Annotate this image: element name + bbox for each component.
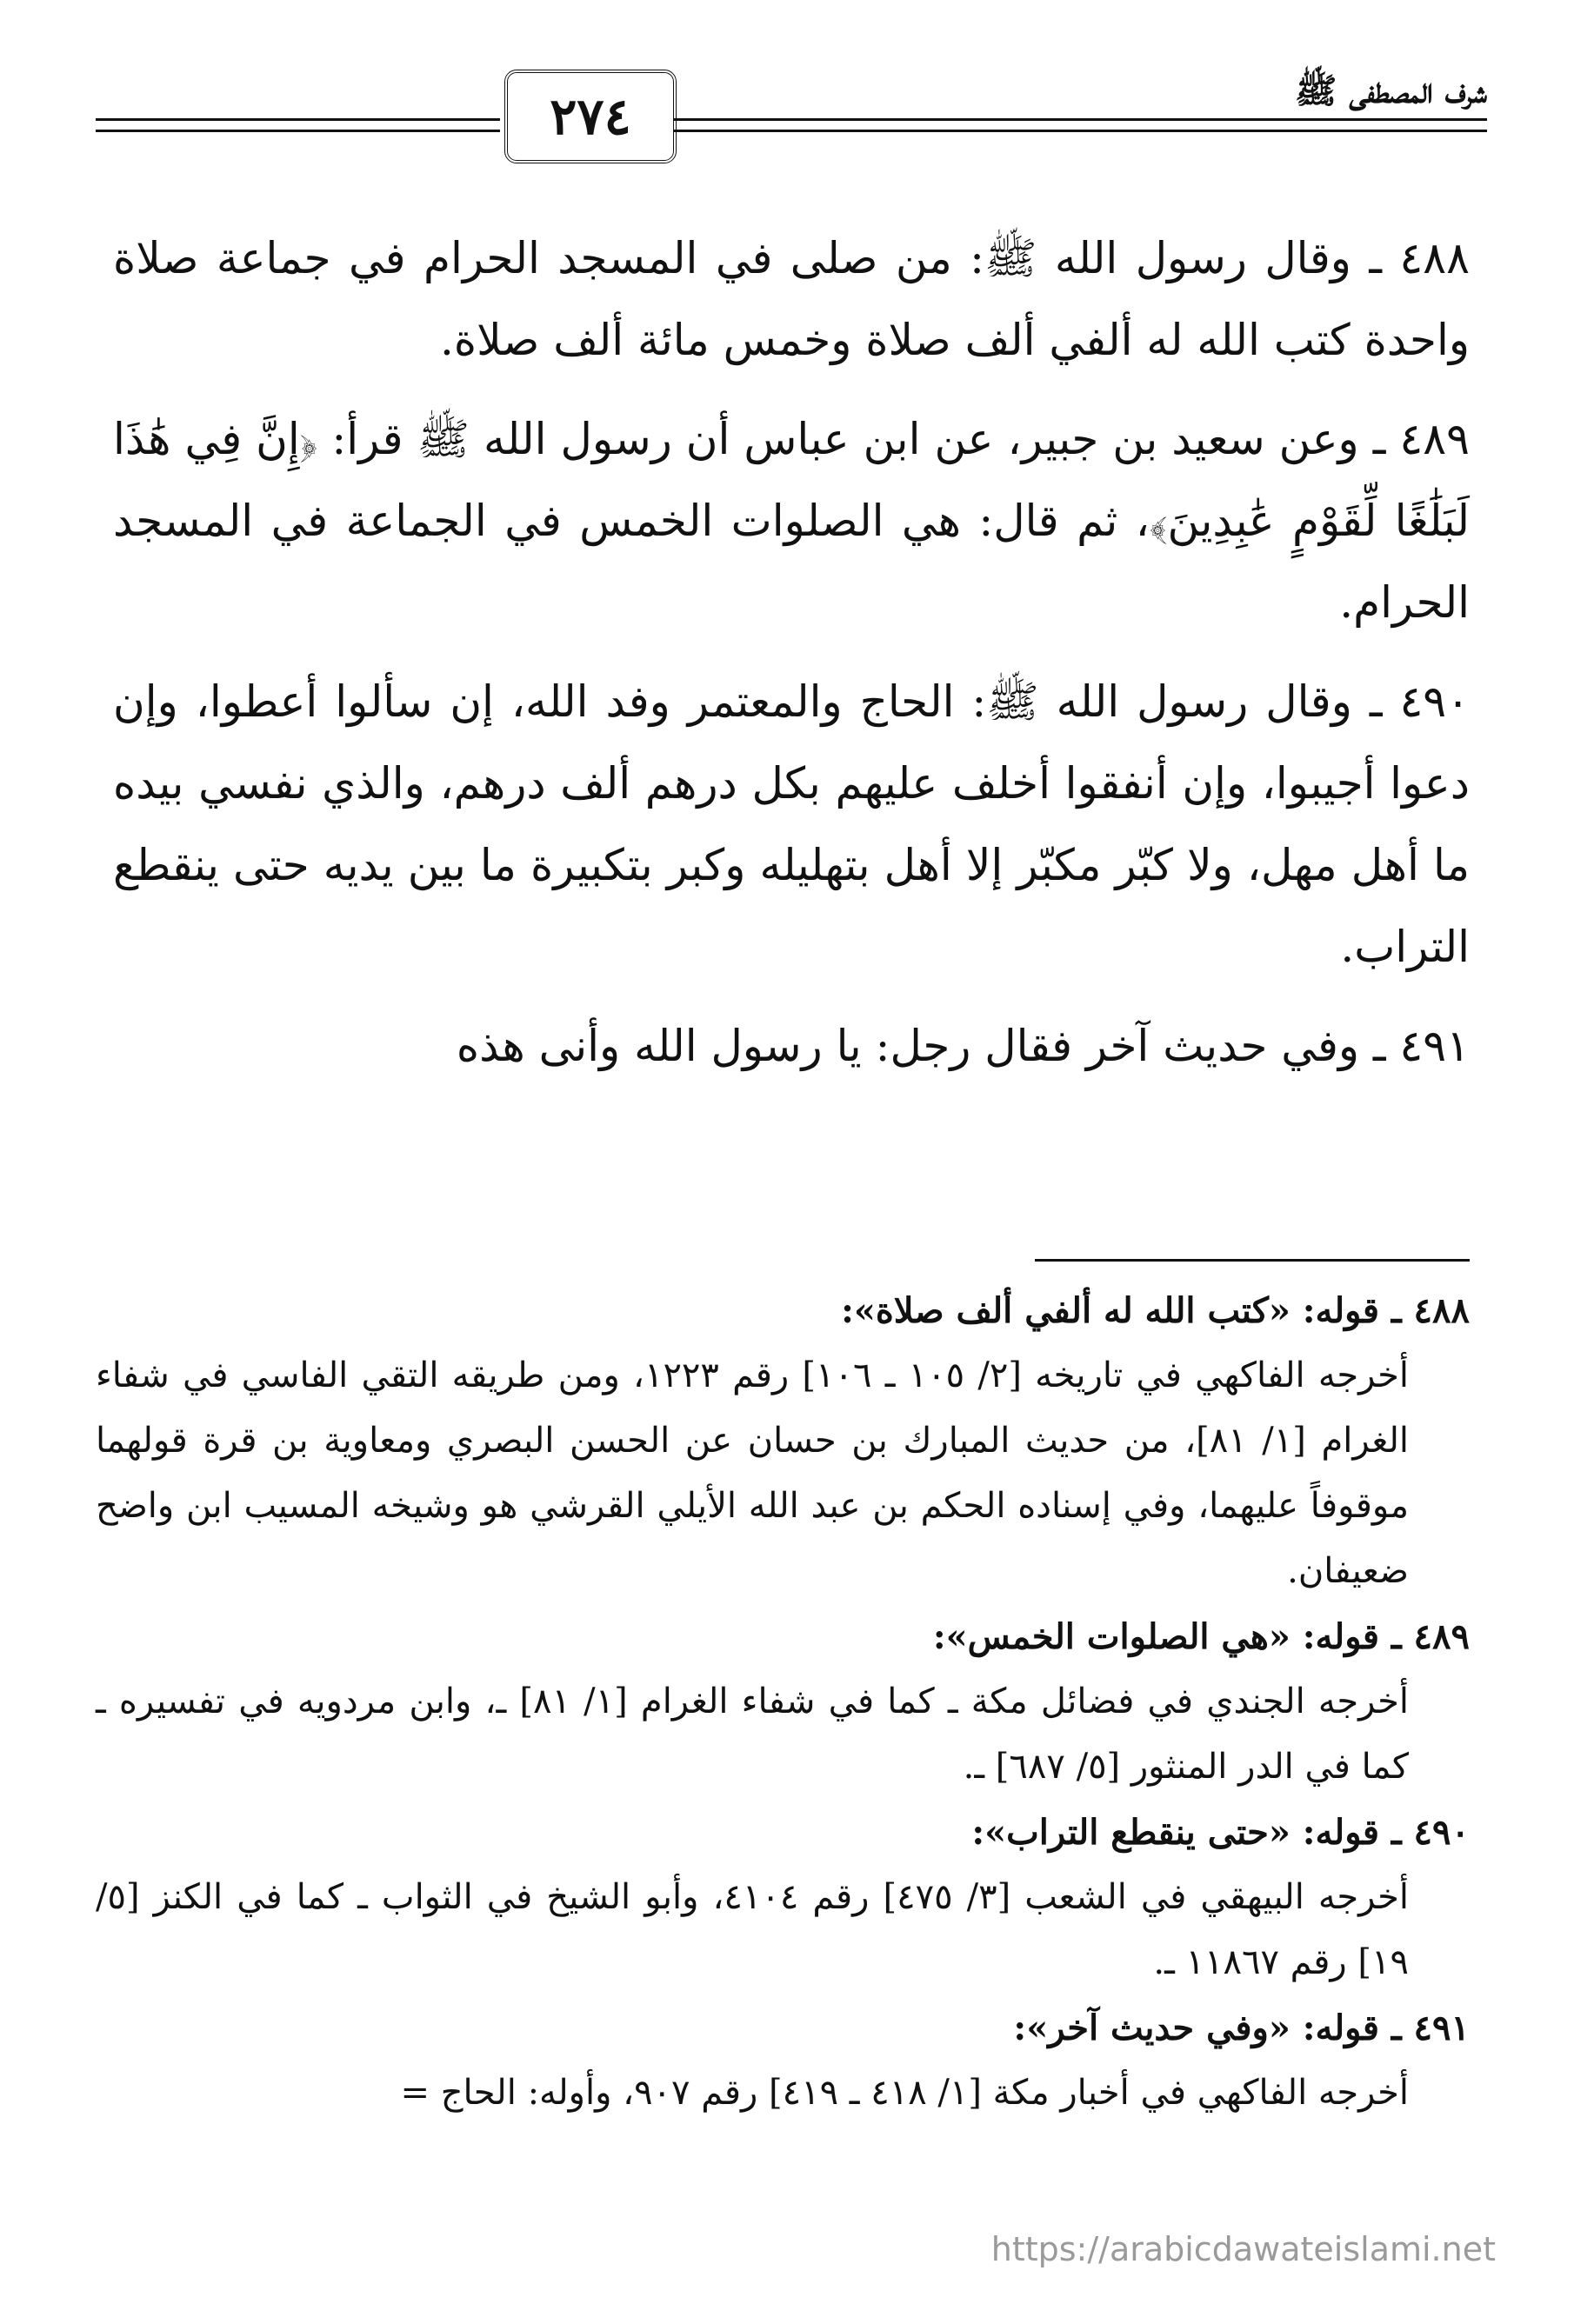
header-rule-left [96,118,500,132]
page-number: ٢٧٤ [504,70,677,163]
footnote-489-heading: ٤٨٩ ـ قوله: «هي الصلوات الخمس»: [932,1616,1470,1657]
running-title: شرف المصطفى ﷺ [1295,70,1487,111]
footnote-491-body: أخرجه الفاكهي في أخبار مكة [١/ ٤١٨ ـ ٤١٩] رقم ٩٠٧، وأوله: الحاج = [400,2073,1409,2113]
paragraph-489-rest: ، ثم قال: هي الصلوات الخمس في الجماعة في المسجد الحرام. [113,496,1470,628]
watermark-url: https://arabicdawateislami.net [990,2230,1496,2268]
footnote-490-heading: ٤٩٠ ـ قوله: «حتى ينقطع التراب»: [971,1812,1470,1853]
paragraph-491: ٤٩١ ـ وفي حديث آخر فقال رجل: يا رسول الله وأنى هذه [456,1021,1470,1071]
footnote-divider [1035,1259,1470,1262]
footnotes [96,1278,1470,2126]
paragraph-490: ٤٩٠ ـ وقال رسول الله ﷺ: الحاج والمعتمر وفد الله، إن سألوا أعطوا، وإن دعوا أجيبوا، وإن أنفقوا أخلف عليهم بكل درهم ألف درهم، والذي نفسي بيده ما أهل مهل، ولا كبّر مكبّر إلا أهل بتهليله وكبر بتكبيرة ما بين يديه حتى ينقطع التراب. [113,676,1471,972]
header-rule-right [674,118,1487,132]
paragraph-489-intro: ٤٨٩ ـ وعن سعيد بن جبير، عن ابن عباس أن رسول الله ﷺ قرأ: [331,414,1470,464]
footnote-489-body: أخرجه الجندي في فضائل مكة ـ كما في شفاء الغرام [١/ ٨١] ـ، وابن مردويه في تفسيره ـ كما في الدر المنثور [٥/ ٦٨٧] ـ. [96,1681,1409,1787]
quran-verse: ﴿إِنَّ فِي هَٰذَا لَبَلَٰغًا لِّقَوْمٍ عَٰبِدِينَ﴾ [113,414,1470,546]
footnote-488-body: أخرجه الفاكهي في تاريخه [٢/ ١٠٥ ـ ١٠٦] رقم ١٢٢٣، ومن طريقه التقي الفاسي في شفاء الغرام [١/ ٨١]، من حديث المبارك بن حسان عن الحسن البصري ومعاوية بن قرة قولهما موقوفاً عليهما، وفي إسناده الحكم بن عبد الله الأيلي القرشي هو وشيخه المسيب ابن واضح ضعيفان. [96,1355,1409,1591]
footnote-490-body: أخرجه البيهقي في الشعب [٣/ ٤٧٥] رقم ٤١٠٤، وأبو الشيخ في الثواب ـ كما في الكنز [٥/ ١٩] رقم ١١٨٦٧ ـ. [96,1877,1409,1982]
paragraph-489 [113,398,1470,643]
paragraph-488: ٤٨٨ ـ وقال رسول الله ﷺ: من صلى في المسجد الحرام في جماعة صلاة واحدة كتب الله له ألفي ألف صلاة وخمس مائة ألف صلاة. [113,233,1470,365]
footnote-491-heading: ٤٩١ ـ قوله: «وفي حديث آخر»: [1013,2008,1470,2048]
page-header [96,70,1487,174]
main-text [113,217,1470,1104]
footnote-488-heading: ٤٨٨ ـ قوله: «كتب الله له ألفي ألف صلاة»: [841,1290,1470,1331]
